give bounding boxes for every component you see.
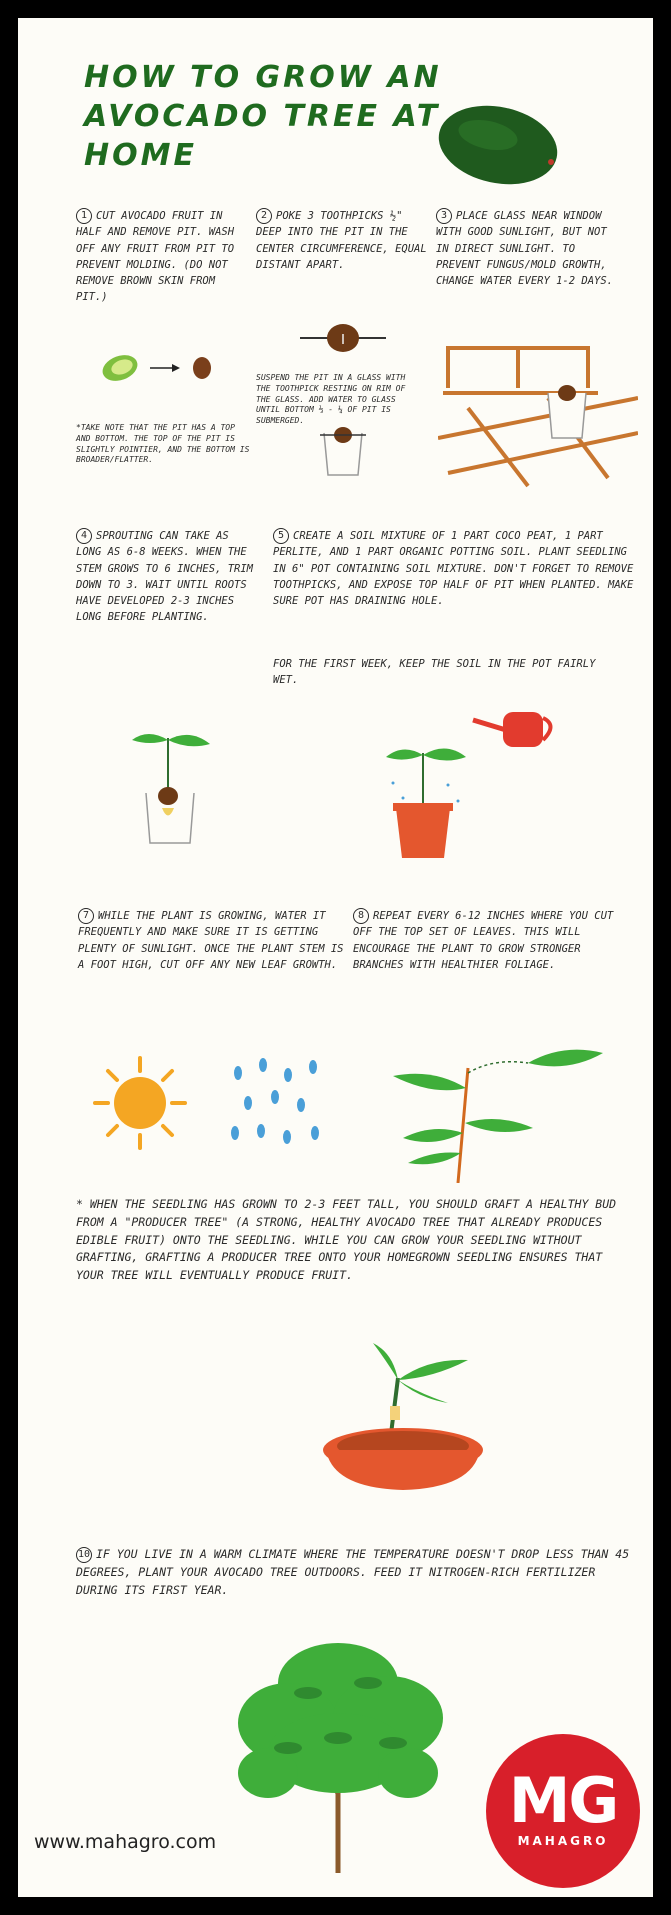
step-10-number: 10 (76, 1547, 92, 1563)
logo-wordmark: MAHAGRO (517, 1834, 609, 1848)
step-2-note: SUSPEND THE PIT IN A GLASS WITH THE TOOTHPICK RESTING ON RIM OF THE GLASS. ADD WATER TO GLASS UNTIL BOTTOM ⅓ - ¼ OF PIT IS SUBMERGED. (256, 373, 406, 426)
grafting-star: * (76, 1197, 83, 1211)
watering-can-icon (468, 700, 558, 760)
step-7-text: WHILE THE PLANT IS GROWING, WATER IT FREQUENTLY AND MAKE SURE IT IS GETTING PLENTY OF SUNLIGHT. ONCE THE PLANT STEM IS A FOOT HIGH, CUT OFF ANY NEW LEAF GROWTH. (78, 910, 344, 971)
website-url[interactable]: www.mahagro.com (34, 1831, 217, 1853)
rain-icon (223, 1053, 333, 1153)
cut-avocado-icon (100, 348, 230, 388)
avocado-tree-icon (218, 1623, 458, 1878)
potted-seedling-icon (368, 723, 478, 863)
infographic-page (18, 18, 653, 1897)
step-4-number: 4 (76, 528, 92, 544)
pruned-branch-icon (383, 1038, 613, 1183)
step-5-note: FOR THE FIRST WEEK, KEEP THE SOIL IN THE POT FAIRLY WET. (273, 658, 596, 687)
grafting-note (76, 1196, 636, 1285)
pit-toothpick-icon (298, 318, 388, 358)
step-8-number: 8 (353, 908, 369, 924)
step-5 (273, 528, 643, 609)
logo-initials: MG (508, 1764, 618, 1837)
step-1-number: 1 (76, 208, 92, 224)
step-10-text: IF YOU LIVE IN A WARM CLIMATE WHERE THE TEMPERATURE DOESN'T DROP LESS THAN 45 DEGREES, PLANT YOUR AVOCADO TREE OUTDOORS. FEED IT NITROGEN-RICH FERTILIZER DURING ITS FIRST YEAR. (76, 1547, 630, 1597)
step-10 (76, 1546, 636, 1599)
step-8 (353, 908, 633, 973)
step-1-text: CUT AVOCADO FRUIT IN HALF AND REMOVE PIT. WASH OFF ANY FRUIT FROM PIT TO PREVENT MOLDING. (DO NOT REMOVE BROWN SKIN FROM PIT.) (76, 210, 235, 304)
mahagro-logo (486, 1734, 640, 1888)
step-2-text: POKE 3 TOOTHPICKS ½" DEEP INTO THE PIT IN THE CENTER CIRCUMFERENCE, EQUAL DISTANT APART. (256, 210, 427, 271)
step-2 (256, 208, 431, 273)
grafting-text: WHEN THE SEEDLING HAS GROWN TO 2-3 FEET TALL, YOU SHOULD GRAFT A HEALTHY BUD FROM A "PRODUCER TREE" (A STRONG, HEALTHY AVOCADO TREE THAT ALREADY PRODUCES EDIBLE FRUIT) ONTO THE SEEDLING. WHILE YOU CAN GROW YOUR SEEDLING WITHOUT GRAFTING, GRAFTING A PRODUCER TREE ONTO YOUR HOMEGROWN SEEDLING ENSURES THAT YOUR TREE WILL EVENTUALLY PRODUCE FRUIT. (76, 1197, 617, 1283)
step-3-text: PLACE GLASS NEAR WINDOW WITH GOOD SUNLIGHT, BUT NOT IN DIRECT SUNLIGHT. TO PREVENT FUNGUS/MOLD GROWTH, CHANGE WATER EVERY 1-2 DAYS. (436, 210, 614, 288)
step-1 (76, 208, 251, 306)
page-title: HOW TO GROW AN AVOCADO TREE AT HOME (84, 60, 442, 173)
step-4-text: SPROUTING CAN TAKE AS LONG AS 6-8 WEEKS. WHEN THE STEM GROWS TO 6 INCHES, TRIM DOWN TO 3. WAIT UNTIL ROOTS HAVE DEVELOPED 2-3 INCHES LONG BEFORE PLANTING. (76, 530, 254, 624)
step-5-number: 5 (273, 528, 289, 544)
step-1-note: *TAKE NOTE THAT THE PIT HAS A TOP AND BOTTOM. THE TOP OF THE PIT IS SLIGHTLY POINTIER, AND THE BOTTOM IS BROADER/FLATTER. (76, 423, 250, 465)
sprouting-glass-icon (118, 718, 228, 848)
step-2-number: 2 (256, 208, 272, 224)
grafted-pot-icon (318, 1338, 488, 1493)
step-3-number: 3 (436, 208, 452, 224)
step-7 (78, 908, 348, 973)
glass-pit-icon (318, 423, 368, 478)
step-4 (76, 528, 256, 626)
sun-icon (90, 1053, 190, 1153)
window-grid-icon (438, 338, 638, 488)
step-3 (436, 208, 616, 289)
step-7-number: 7 (78, 908, 94, 924)
step-8-text: REPEAT EVERY 6-12 INCHES WHERE YOU CUT OFF THE TOP SET OF LEAVES. THIS WILL ENCOURAGE THE PLANT TO GROW STRONGER BRANCHES WITH HEALTHIER FOLIAGE. (353, 910, 614, 971)
step-5-text: CREATE A SOIL MIXTURE OF 1 PART COCO PEAT, 1 PART PERLITE, AND 1 PART ORGANIC POTTING SOIL. PLANT SEEDLING IN 6" POT CONTAINING SOIL MIXTURE. DON'T FORGET TO REMOVE TOOTHPICKS, AND EXPOSE TOP HALF OF PIT WHEN PLANTED. MAKE SURE POT HAS DRAINING HOLE. (273, 530, 634, 608)
avocado-icon (433, 100, 563, 190)
